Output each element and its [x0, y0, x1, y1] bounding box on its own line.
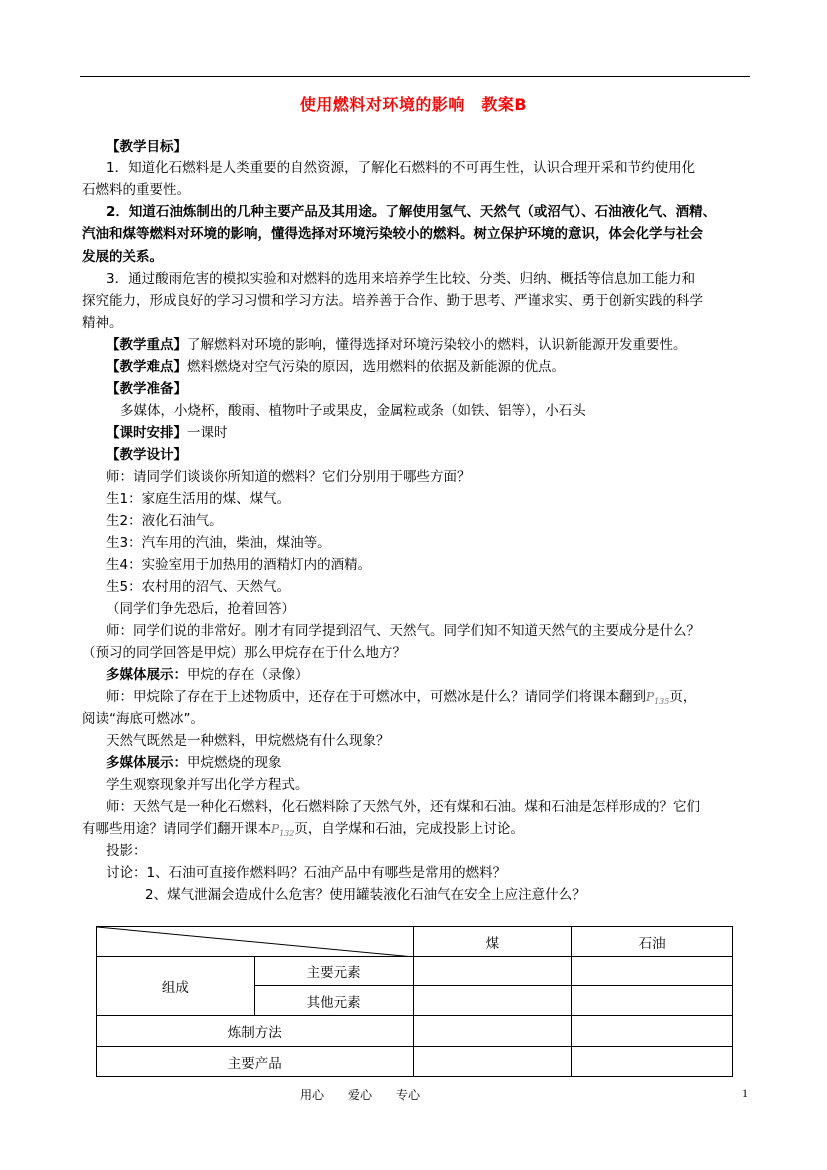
line-text: 3．通过酸雨危害的模拟实验和对燃料的选用来培养学生比较、分类、归纳、概括等信息加工能力和	[106, 271, 696, 287]
text-line	[106, 379, 187, 399]
line-text: 一课时	[187, 425, 228, 441]
section-heading: 多媒体展示：	[106, 755, 187, 771]
page-ref: $P_{135}$	[646, 690, 670, 707]
line-text: 1．知道化石燃料是人类重要的自然资源，了解化石燃料的不可再生性，认识合理开采和节约使用化	[106, 160, 696, 176]
text-line	[106, 863, 506, 883]
diagonal-line	[97, 927, 414, 957]
line-text: 甲烷的存在（录像）	[187, 667, 309, 683]
page-title: 使用燃料对环境的影响 教案B	[299, 95, 528, 114]
line-text: 生5：农村用的沼气、天然气。	[106, 579, 291, 595]
text-line	[106, 335, 687, 355]
text-line	[82, 224, 703, 244]
text-line	[106, 511, 223, 531]
text-line	[82, 709, 204, 729]
section-heading: 【课时安排】	[106, 425, 187, 441]
text-line	[82, 643, 406, 663]
text-line	[106, 533, 331, 553]
section-heading: 【教学重点】	[106, 337, 187, 353]
line-text: 生3：汽车用的汽油，柴油，煤油等。	[106, 535, 331, 551]
line-text: 【教学准备】	[106, 381, 187, 397]
text-line	[145, 885, 586, 905]
line-text: 师：天然气是一种化石燃料，化石燃料除了天然气外，还有煤和石油。煤和石油是怎样形成的？它们	[106, 799, 700, 815]
text-line	[106, 269, 695, 289]
line-text: 了解燃料对环境的影响，懂得选择对环境污染较小的燃料，认识新能源开发重要性。	[187, 337, 687, 353]
row-label-refining: 炼制方法	[97, 1016, 414, 1047]
line-text: 【教学设计】	[106, 447, 187, 463]
text-line	[106, 423, 228, 443]
comparison-table	[96, 926, 733, 1077]
line-text: 师：甲烷除了存在于上述物质中，还存在于可燃冰中，可燃冰是什么？请同学们将课本翻到	[106, 689, 646, 705]
text-line	[106, 731, 390, 751]
page-number: 1	[742, 1086, 748, 1100]
text-line	[82, 291, 703, 311]
line-text: 精神。	[82, 315, 123, 331]
text-line	[82, 247, 163, 267]
line-text: 2、煤气泄漏会造成什么危害？使用罐装液化石油气在安全上应注意什么？	[145, 887, 586, 903]
text-line	[106, 797, 700, 817]
cell-empty	[572, 986, 733, 1016]
text-line	[106, 665, 309, 685]
text-line	[106, 202, 716, 222]
diagonal-header-cell	[97, 927, 414, 957]
page-ref: $P_{132}$	[271, 822, 295, 839]
line-text: 2．知道石油炼制出的几种主要产品及其用途。了解使用氢气、天然气（或沼气）、石油液化气、酒精、	[106, 204, 717, 220]
line-text: 生4：实验室用于加热用的酒精灯内的酒精。	[106, 557, 372, 573]
line-text: 汽油和煤等燃料对环境的影响，懂得选择对环境污染较小的燃料。树立保护环境的意识，体会化学与社会	[82, 226, 703, 242]
line-text: 生1：家庭生活用的煤、煤气。	[106, 491, 291, 507]
line-text: 阅读“海底可燃冰”。	[82, 711, 204, 727]
header-coal: 煤	[413, 927, 572, 957]
line-text: 探究能力，形成良好的学习习惯和学习方法。培养善于合作、勤于思考、严谨求实、勇于创新实践的科学	[82, 293, 703, 309]
line-text-end: 页，	[669, 689, 697, 705]
text-line	[106, 137, 187, 157]
cell-empty	[572, 957, 733, 986]
line-text: 石燃料的重要性。	[82, 182, 190, 198]
text-line	[106, 577, 290, 597]
cell-empty	[572, 1016, 733, 1047]
line-text: 甲烷燃烧的现象	[187, 755, 282, 771]
header-petroleum: 石油	[572, 927, 733, 957]
line-text: 讨论：1、石油可直接作燃料吗？石油产品中有哪些是常用的燃料？	[106, 865, 507, 881]
line-text: 燃料燃烧对空气污染的原因，选用燃料的依据及新能源的优点。	[187, 359, 565, 375]
section-heading: 多媒体展示：	[106, 667, 187, 683]
text-line	[120, 401, 586, 421]
line-text: 多媒体，小烧杯，酸雨、植物叶子或果皮，金属粒或条（如铁、铝等），小石头	[120, 403, 586, 419]
text-line	[82, 180, 190, 200]
cell-empty	[572, 1047, 733, 1077]
text-line	[106, 841, 147, 861]
line-text: 有哪些用途？请同学们翻开课本	[82, 821, 271, 837]
line-text: 发展的关系。	[82, 249, 163, 265]
text-line	[106, 467, 471, 487]
line-text-end: 页，自学煤和石油，完成投影上讨论。	[294, 821, 524, 837]
text-line	[82, 819, 524, 844]
cell-empty	[413, 957, 572, 986]
text-line	[106, 555, 371, 575]
line-text: （同学们争先恐后，抢着回答）	[106, 601, 295, 617]
text-line	[106, 753, 282, 773]
cell-empty	[413, 1016, 572, 1047]
row-label-other-elements: 其他元素	[254, 986, 413, 1016]
text-line	[106, 158, 695, 178]
row-label-main-elements: 主要元素	[254, 957, 413, 986]
line-text: 学生观察现象并写出化学方程式。	[106, 777, 309, 793]
line-text: 【教学目标】	[106, 139, 187, 155]
text-line	[106, 775, 309, 795]
text-line	[106, 599, 295, 619]
text-line	[106, 357, 565, 377]
text-line	[82, 313, 123, 333]
line-text: 师：同学们说的非常好。刚才有同学提到沼气、天然气。同学们知不知道天然气的主要成分是什么？	[106, 623, 700, 639]
line-text: 生2：液化石油气。	[106, 513, 223, 529]
line-text: （预习的同学回答是甲烷）那么甲烷存在于什么地方？	[82, 645, 406, 661]
line-text: 天然气既然是一种燃料，甲烷燃烧有什么现象？	[106, 733, 390, 749]
line-text: 投影：	[106, 843, 147, 859]
row-group-label: 组成	[97, 957, 255, 1016]
cell-empty	[413, 1047, 572, 1077]
text-line	[106, 621, 700, 641]
row-label-products: 主要产品	[97, 1047, 414, 1077]
cell-empty	[413, 986, 572, 1016]
section-heading: 【教学难点】	[106, 359, 187, 375]
header-rule	[80, 76, 750, 77]
text-line	[106, 445, 187, 465]
text-line	[106, 489, 290, 509]
footer-motto: 用心 爱心 专心	[300, 1088, 421, 1102]
line-text: 师：请同学们谈谈你所知道的燃料？它们分别用于哪些方面？	[106, 469, 471, 485]
